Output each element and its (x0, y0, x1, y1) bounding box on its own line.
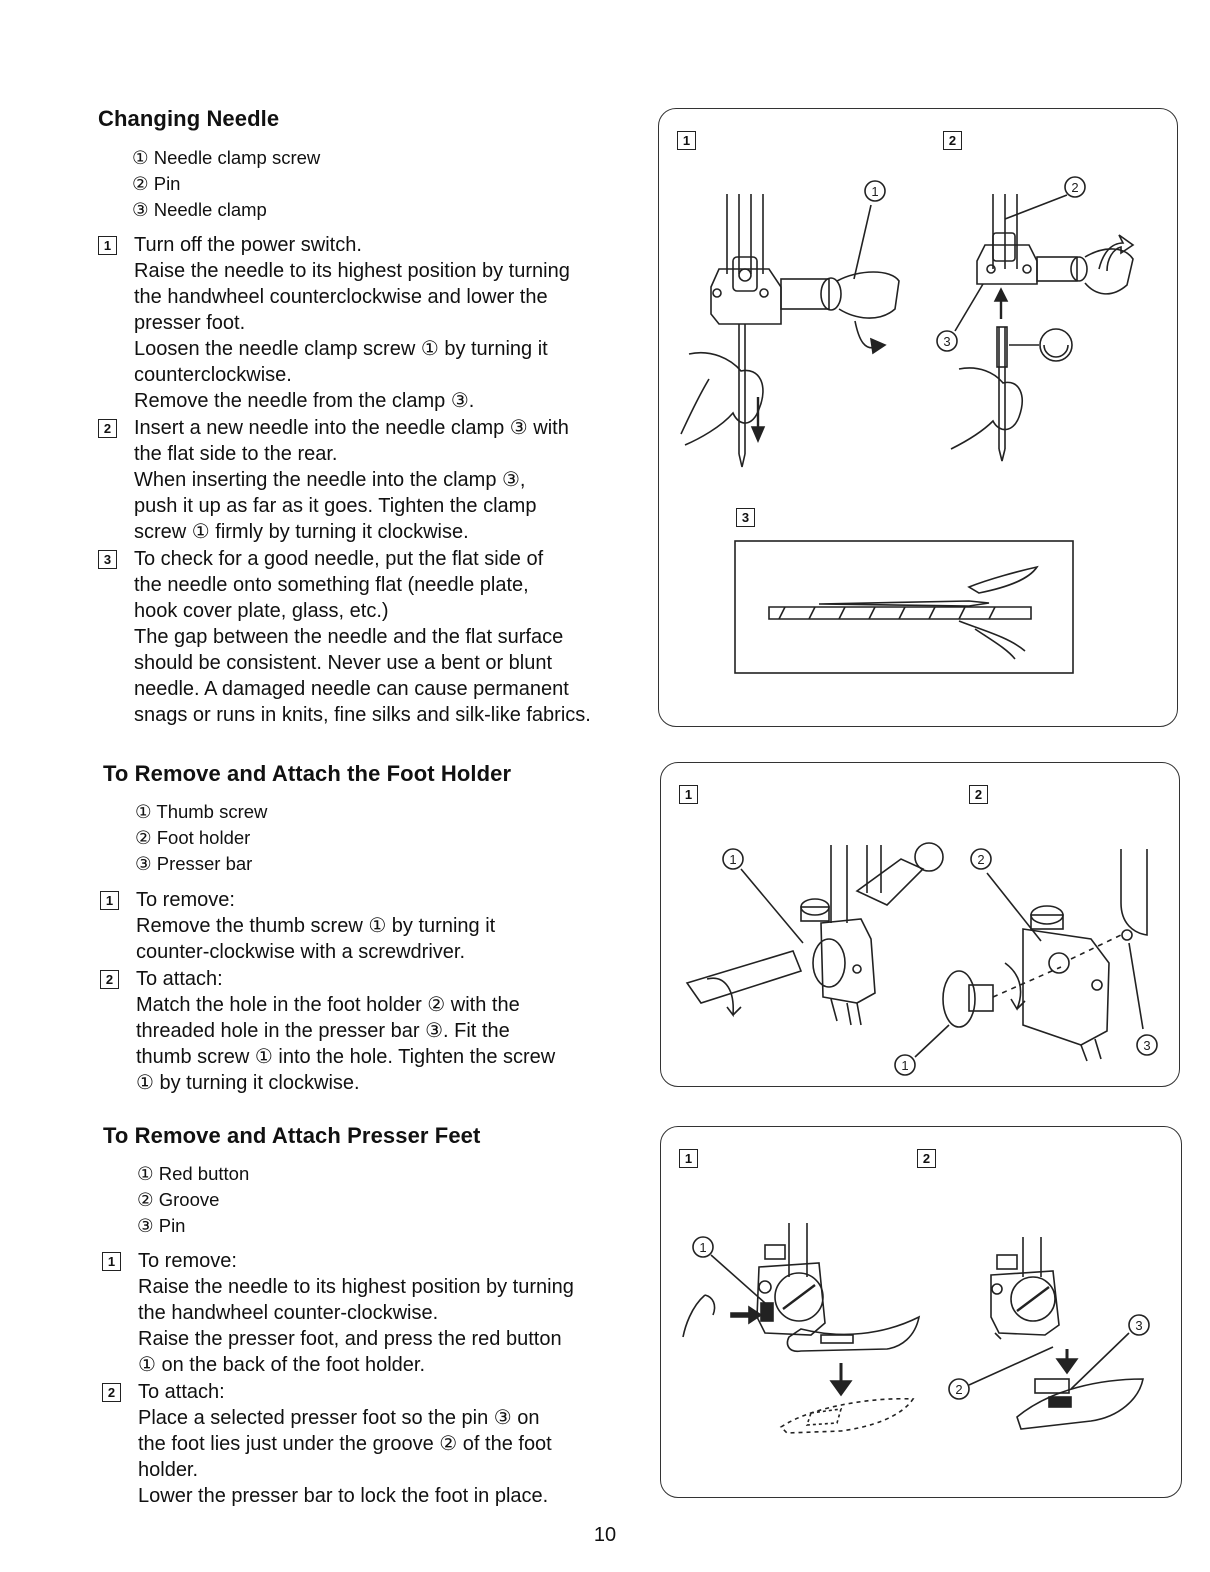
part-item: ② Foot holder (135, 827, 251, 848)
step-text: The gap between the needle and the flat surface (134, 626, 564, 648)
section-title: To Remove and Attach the Foot Holder (103, 761, 512, 786)
needle-flat-check-drawing (735, 541, 1073, 673)
figure-step-label: 2 (969, 785, 988, 804)
figure-step-label: 1 (677, 131, 696, 150)
step-text: Lower the presser bar to lock the foot in place. (138, 1485, 549, 1507)
svg-text:2: 2 (1071, 180, 1079, 195)
step-text: snags or runs in knits, fine silks and silk-like fabrics. (134, 704, 591, 726)
step-text: Place a selected presser foot so the pin ③ on (138, 1407, 540, 1429)
steps-list (102, 1248, 574, 1509)
figure-presser-feet (660, 1126, 1182, 1498)
parts-list (135, 799, 267, 877)
part-item: ① Needle clamp screw (132, 147, 321, 168)
figure-step-label: 3 (736, 508, 755, 527)
step-text: the flat side to the rear. (134, 443, 338, 465)
step-text: ① on the back of the foot holder. (138, 1354, 426, 1376)
step-text: hook cover plate, glass, etc.) (134, 600, 389, 622)
svg-text:3: 3 (1143, 1038, 1151, 1053)
needle-clamp-drawing-2 (937, 177, 1133, 461)
figure-step-label: 2 (943, 131, 962, 150)
figure-foot-holder (660, 762, 1180, 1087)
parts-list (132, 145, 320, 223)
step-item (98, 546, 591, 728)
step-number: 1 (98, 236, 117, 255)
svg-text:2: 2 (955, 1382, 963, 1397)
step-text: presser foot. (134, 312, 246, 334)
svg-text:3: 3 (1135, 1318, 1143, 1333)
step-text: the handwheel counterclockwise and lower the (134, 286, 548, 308)
step-text: Turn off the power switch. (134, 234, 362, 256)
steps-list (100, 887, 555, 1096)
step-number: 2 (98, 419, 117, 438)
figure-changing-needle (658, 108, 1178, 727)
svg-text:1: 1 (729, 852, 737, 867)
step-number: 2 (100, 970, 119, 989)
part-item: ① Red button (137, 1163, 250, 1184)
foot-holder-remove-drawing (687, 843, 943, 1025)
part-item: ① Thumb screw (135, 801, 268, 822)
step-text: When inserting the needle into the clamp ③, (134, 469, 526, 491)
step-text: push it up as far as it goes. Tighten the clamp (134, 495, 537, 517)
svg-text:1: 1 (699, 1240, 707, 1255)
svg-text:1: 1 (901, 1058, 909, 1073)
step-text: the needle onto something flat (needle plate, (134, 574, 529, 596)
steps-list (98, 232, 591, 728)
step-text: Insert a new needle into the needle clamp ③ with (134, 417, 569, 439)
presser-foot-remove-drawing (683, 1223, 919, 1433)
step-item (100, 887, 555, 965)
step-text: needle. A damaged needle can cause permanent (134, 678, 569, 700)
page-number: 10 (593, 1524, 617, 1546)
step-text: thumb screw ① into the hole. Tighten the screw (136, 1046, 556, 1068)
parts-list (137, 1161, 249, 1239)
step-text: counterclockwise. (134, 364, 292, 386)
step-text: Loosen the needle clamp screw ① by turning it (134, 338, 548, 360)
step-text: Raise the needle to its highest position by turning (134, 260, 570, 282)
presser-foot-attach-drawing (949, 1237, 1149, 1429)
step-text: Raise the needle to its highest position by turning (138, 1276, 574, 1298)
step-number: 1 (100, 891, 119, 910)
step-text: screw ① firmly by turning it clockwise. (134, 521, 469, 543)
part-item: ③ Presser bar (135, 853, 253, 874)
step-text: To remove: (138, 1250, 237, 1272)
foot-holder-attach-drawing (895, 849, 1157, 1075)
needle-illustration (659, 109, 1177, 726)
section-title: Changing Needle (98, 106, 280, 131)
figure-step-label: 1 (679, 1149, 698, 1168)
step-number: 2 (102, 1383, 121, 1402)
part-item: ③ Needle clamp (132, 199, 267, 220)
svg-text:3: 3 (943, 334, 951, 349)
figure-step-label: 2 (917, 1149, 936, 1168)
step-text: the foot lies just under the groove ② of the foot (138, 1433, 552, 1455)
step-text: threaded hole in the presser bar ③. Fit the (136, 1020, 510, 1042)
presser-feet-illustration (661, 1127, 1181, 1497)
svg-text:1: 1 (871, 184, 879, 199)
step-item (98, 415, 591, 545)
step-text: Remove the needle from the clamp ③. (134, 390, 475, 412)
step-text: Raise the presser foot, and press the red button (138, 1328, 562, 1350)
part-item: ② Groove (137, 1189, 220, 1210)
step-number: 3 (98, 550, 117, 569)
step-text: should be consistent. Never use a bent or blunt (134, 652, 553, 674)
part-item: ③ Pin (137, 1215, 186, 1236)
step-text: To attach: (138, 1381, 225, 1403)
step-text: holder. (138, 1459, 199, 1481)
step-text: ① by turning it clockwise. (136, 1072, 360, 1094)
figure-step-label: 1 (679, 785, 698, 804)
step-text: Match the hole in the foot holder ② with the (136, 994, 520, 1016)
step-number: 1 (102, 1252, 121, 1271)
step-text: To attach: (136, 968, 223, 990)
foot-holder-illustration (661, 763, 1179, 1086)
step-text: counter-clockwise with a screwdriver. (136, 941, 465, 963)
step-text: Remove the thumb screw ① by turning it (136, 915, 496, 937)
step-item (98, 232, 591, 414)
needle-clamp-drawing-1 (681, 181, 899, 467)
step-item (102, 1248, 574, 1378)
step-item (102, 1379, 574, 1509)
step-text: To remove: (136, 889, 235, 911)
section-title: To Remove and Attach Presser Feet (103, 1123, 481, 1148)
part-item: ② Pin (132, 173, 181, 194)
step-text: the handwheel counter-clockwise. (138, 1302, 439, 1324)
step-item (100, 966, 555, 1096)
step-text: To check for a good needle, put the flat side of (134, 548, 544, 570)
svg-text:2: 2 (977, 852, 985, 867)
